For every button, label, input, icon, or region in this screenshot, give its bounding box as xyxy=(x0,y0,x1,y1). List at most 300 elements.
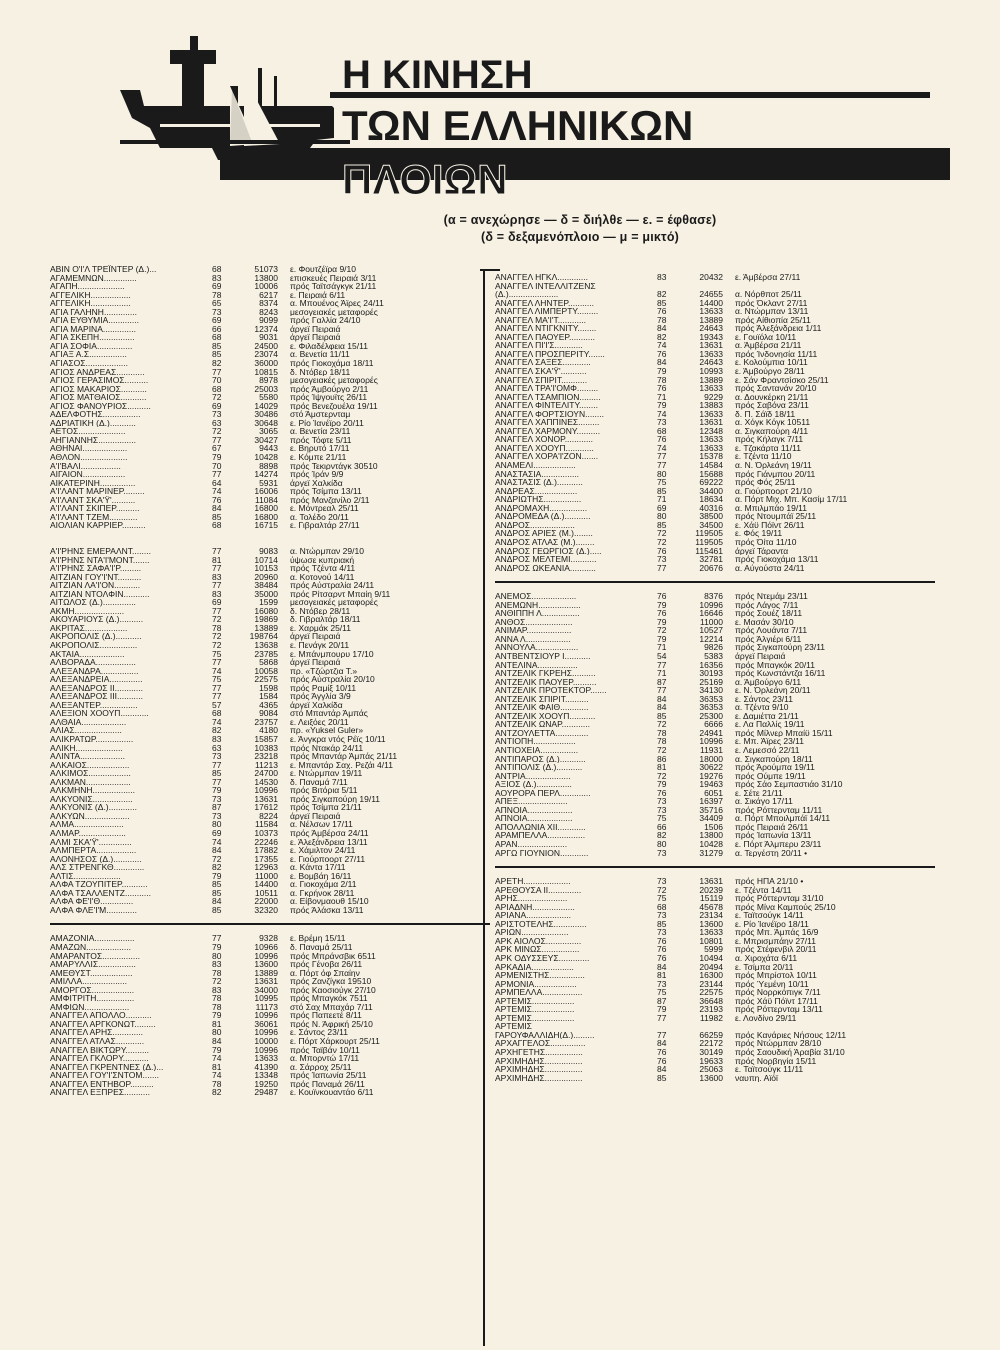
ship-status: πρός Καοσιούγκ 27/10 xyxy=(290,985,376,995)
ship-year: 77 xyxy=(657,1030,667,1040)
ship-status: ε. Πόρτ Άλμπερυ 23/11 xyxy=(735,840,822,849)
ship-name: ΑΝΝΑ Λ................... xyxy=(495,634,571,644)
ship-row xyxy=(495,780,935,789)
ship-row xyxy=(50,598,490,607)
ship-status: ε. Φός 19/11 xyxy=(735,529,783,538)
ship-row xyxy=(50,487,490,496)
ship-status: πρός Ύεμένη 10/11 xyxy=(735,979,809,989)
ship-tonnage: 5868 xyxy=(259,658,278,667)
ship-tonnage: 11213 xyxy=(254,760,278,770)
ship-tonnage: 16080 xyxy=(254,606,278,616)
ship-year: 67 xyxy=(212,444,222,454)
ship-status: πρός Αύστραλία 20/10 xyxy=(290,675,375,684)
ship-row xyxy=(50,846,490,855)
ship-row xyxy=(495,1005,935,1014)
ship-status: πρός Πειραιά 26/11 xyxy=(735,822,809,832)
ship-row xyxy=(50,496,490,505)
ship-name: ΑΝΑΓΓΕΛ ΧΑΠΠΙΝΕΣ......... xyxy=(495,418,600,427)
ship-row xyxy=(495,1057,935,1066)
ship-row xyxy=(495,755,935,764)
ship-row xyxy=(50,675,490,684)
ship-status: ε. Βομβάη 16/11 xyxy=(290,871,352,881)
ship-tonnage: 9031 xyxy=(259,333,278,342)
ship-year: 83 xyxy=(212,572,222,582)
ship-row xyxy=(495,703,935,712)
ship-row xyxy=(495,746,935,755)
ship-name: ΑΝΑΓΓΕΛ ΝΤΙΓΚΝΙΤΥ........ xyxy=(495,324,597,333)
ship-tonnage: 23785 xyxy=(254,649,278,659)
ship-year: 57 xyxy=(212,700,222,710)
ship-name: ΑΛΦΑ ΤΣΑΛΛΕΝΤΖ........... xyxy=(50,888,151,898)
ship-status: ε. Σάν Φραντσίσκο 25/11 xyxy=(735,375,829,385)
ship-status: α. Νέλσων 17/11 xyxy=(290,820,353,829)
ship-year: 76 xyxy=(657,936,667,946)
ship-row xyxy=(495,512,935,521)
ship-tonnage: 41390 xyxy=(254,1062,278,1072)
ship-tonnage: 10428 xyxy=(254,453,278,462)
ship-status: δ. Γιβραλτάρ 18/11 xyxy=(290,615,361,624)
ship-status: πρός Σαουδική Άραβία 31/10 xyxy=(735,1048,845,1057)
ship-row xyxy=(50,906,490,915)
ship-name: ΑΜΦΙΩΝ................... xyxy=(50,1002,130,1012)
ship-status: άργεϊ Χαλκίδα xyxy=(290,700,343,710)
ship-status: πρός Ταϊτσάγκγκ 21/11 xyxy=(290,282,377,291)
ship-tonnage: 11931 xyxy=(699,745,723,755)
ship-name: ΑΓΙΑ ΜΑΡΙΝΑ.............. xyxy=(50,324,136,334)
ship-row xyxy=(495,980,935,989)
ship-year: 80 xyxy=(212,1028,222,1038)
ship-name: ΑΡΚ ΑΙΟΛΟΣ............... xyxy=(495,936,582,946)
ship-name: ΑΜΕΘΥΣΤ.................. xyxy=(50,968,133,978)
ship-status: ε. Δαμιέττα 21/11 xyxy=(735,711,799,721)
ship-row xyxy=(495,712,935,721)
ship-row xyxy=(495,1039,935,1048)
ship-row xyxy=(495,963,935,972)
ship-row xyxy=(50,778,490,787)
ship-tonnage: 22575 xyxy=(699,988,723,997)
ship-status: δ. Ντόβερ 28/11 xyxy=(290,606,351,616)
ship-tonnage: 10996 xyxy=(254,1028,278,1038)
ship-tonnage: 20494 xyxy=(699,962,723,972)
ship-year: 73 xyxy=(212,794,222,804)
ship-tonnage: 24643 xyxy=(699,324,723,333)
ship-name: ΑΠΟΛΛΩΝΙΑ ΧΙΙ............ xyxy=(495,822,586,832)
ship-name: ΑΝΤΖΕΛΙΚ ΣΠΙΡΙΤ.......... xyxy=(495,694,589,704)
ship-name: ΑΝΤΖΕΛΙΚ ΧΟΟΥΠ........... xyxy=(495,711,596,721)
ship-status: πρός Σιγκαπούρη 23/11 xyxy=(735,643,826,652)
ship-tonnage: 35716 xyxy=(699,805,723,815)
ship-name: ΑΝΤΖΕΛΙΚ ΠΑΟΥΕΡ.......... xyxy=(495,677,597,687)
ship-row xyxy=(495,626,935,635)
ship-row xyxy=(50,1011,490,1020)
ship-row xyxy=(50,265,490,274)
ship-year: 73 xyxy=(657,848,667,858)
ship-row xyxy=(495,877,935,886)
ship-tonnage: 19343 xyxy=(699,332,723,342)
ship-tonnage: 13889 xyxy=(699,315,723,325)
ship-tonnage: 32320 xyxy=(254,905,278,915)
ship-tonnage: 119505 xyxy=(695,529,723,538)
ship-row xyxy=(50,1063,490,1072)
ship-row xyxy=(495,290,935,299)
ship-status: πρός Ντώρμπαν 28/10 xyxy=(735,1039,822,1049)
ship-status: πρός Ρίτσαρντ Μπαίη 9/11 xyxy=(290,589,391,599)
ship-tonnage: 3065 xyxy=(259,427,278,436)
ship-row xyxy=(495,1048,935,1057)
ship-name: ΑΛΜΑ..................... xyxy=(50,820,124,829)
ship-status: ε. Φουτζέϊρα 9/10 xyxy=(290,265,356,274)
ship-row xyxy=(50,547,490,556)
ship-year: 84 xyxy=(657,358,667,368)
ship-tonnage: 10995 xyxy=(254,994,278,1003)
ship-year: 84 xyxy=(657,1039,667,1049)
ship-status: α. Γιοκοχάμα 2/11 xyxy=(290,880,357,889)
ship-year: 77 xyxy=(212,606,222,616)
ship-row xyxy=(50,342,490,351)
ship-name: ΑΝΤΖΕΛΙΚ ΩΝΑΡ............ xyxy=(495,720,591,729)
ship-tonnage: 25003 xyxy=(254,384,278,394)
ship-year: 75 xyxy=(657,894,667,903)
ship-year: 84 xyxy=(657,1065,667,1074)
ship-tonnage: 6217 xyxy=(259,290,278,300)
ship-year: 77 xyxy=(212,470,222,479)
ship-name: ΑΛΦΑ ΦΛΕ'Ι'Μ............. xyxy=(50,905,137,915)
ship-tonnage: 36353 xyxy=(699,703,723,712)
ship-status: α. Ντώρμπαν 29/10 xyxy=(290,546,364,556)
ship-year: 72 xyxy=(657,626,667,635)
ship-tonnage: 25063 xyxy=(699,1065,723,1074)
ship-year: 74 xyxy=(657,443,667,453)
ship-tonnage: 25300 xyxy=(699,711,723,721)
ship-tonnage: 20676 xyxy=(699,563,723,573)
ship-row xyxy=(50,419,490,428)
ship-row xyxy=(50,410,490,419)
ship-name: ΑΝΑΓΓΕΛ ΧΟΡΑ'Ι'ΖΟΝ....... xyxy=(495,452,599,462)
ship-status: α. Πόρτ Μποιλμπάϊ 14/11 xyxy=(735,814,831,823)
ship-row xyxy=(495,529,935,538)
ship-year: 68 xyxy=(657,902,667,912)
ship-row xyxy=(495,635,935,644)
ship-tonnage: 19633 xyxy=(699,1056,723,1066)
ship-row xyxy=(50,402,490,411)
ship-tonnage: 10996 xyxy=(254,786,278,795)
ship-tonnage: 13889 xyxy=(254,623,278,633)
ship-name: ΑΛΜΙ ΣΚΑ'Ϋ'.............. xyxy=(50,837,132,847)
ship-status: ε. Μόντρεαλ 25/11 xyxy=(290,504,359,513)
ship-tonnage: 12214 xyxy=(699,634,723,644)
ship-row xyxy=(495,273,935,282)
ship-status: πρός Βενεζουέλα 19/11 xyxy=(290,401,378,411)
ship-row xyxy=(50,1020,490,1029)
ship-year: 80 xyxy=(212,951,222,961)
ship-name: ΑΜΑΖΩΝ................... xyxy=(50,943,131,952)
ship-year: 72 xyxy=(212,854,222,864)
ship-tonnage: 11000 xyxy=(699,617,723,627)
ship-year: 77 xyxy=(212,435,222,445)
ship-status: α. Νόρθποτ 25/11 xyxy=(735,290,802,299)
ship-name: ΑΝΑΓΓΕΛ ΤΣΑΜΠΙΟΝ......... xyxy=(495,392,601,402)
title-line1: Η ΚΙΝΗΣΗ xyxy=(342,53,533,97)
ship-name: ΑΛΒΟΡΑΔΑ................. xyxy=(50,658,136,667)
ship-name: ΑΔΕΛΦΟΤΗΣ................ xyxy=(50,410,141,419)
ship-row xyxy=(50,624,490,633)
ship-status: ε. Τζακάρτα 11/11 xyxy=(735,443,801,453)
ship-name: Α'Ι'ΛΑΝΤ ΣΚΑ'Ϋ'.......... xyxy=(50,495,136,505)
ship-name: ΑΛΕΞΑΝΔΡΟΣ ΙΙ............ xyxy=(50,683,143,693)
ship-tonnage: 24700 xyxy=(254,769,278,778)
ship-name: ΑΛΕΞΙΟΝ ΧΟΟΥΠ............ xyxy=(50,709,149,718)
ship-status: ε. Λονδίνο 29/11 xyxy=(735,1013,797,1023)
ship-year: 79 xyxy=(212,871,222,881)
ship-row xyxy=(495,470,935,479)
ship-status: ε. Χάμιλτον 24/11 xyxy=(290,846,356,855)
ship-tonnage: 14274 xyxy=(254,470,278,479)
ship-row xyxy=(50,368,490,377)
ship-status: πρός Ραμίξ 10/11 xyxy=(290,683,357,693)
ship-name: ΑΝΔΡΟΣ ΑΡΙΕΣ (Μ.)........ xyxy=(495,529,593,538)
ship-tonnage: 13800 xyxy=(254,273,278,283)
ship-status: α. Πόρτ Μιχ. Μπ. Κασίμ 17/11 xyxy=(735,495,848,504)
ship-year: 72 xyxy=(657,885,667,895)
ship-status: πρός Μίνα Καμπούς 25/10 xyxy=(735,902,836,912)
ship-year: 79 xyxy=(657,401,667,410)
ship-row xyxy=(50,986,490,995)
ship-name: ΑΛΜΑΡ.................... xyxy=(50,829,126,838)
ship-year: 76 xyxy=(657,609,667,618)
ship-year: 77 xyxy=(212,367,222,377)
ship-name: ΑΝΑΓΓΕΛ ΣΚΑ'Ϋ'........... xyxy=(495,367,587,376)
ship-row xyxy=(495,806,935,815)
ship-tonnage: 8243 xyxy=(259,307,278,317)
ship-status: πρός Βιτόρια 5/11 xyxy=(290,786,358,795)
ship-row xyxy=(495,487,935,496)
ship-name: ΑΛΦΑ ΦΕ'Ι'Θ.............. xyxy=(50,897,134,906)
ship-status: πρός Άμβούργο 2/11 xyxy=(290,384,369,394)
ship-name: ΑΓΙΟΣ ΜΑΤΘΑΙΟΣ........... xyxy=(50,393,147,402)
ship-year: 68 xyxy=(212,521,222,530)
ship-year: 80 xyxy=(657,469,667,479)
section-gap xyxy=(50,530,490,547)
ship-year: 70 xyxy=(212,461,222,471)
ship-year: 84 xyxy=(657,703,667,712)
ship-status: μεσογειακές μεταφορές xyxy=(290,598,378,607)
ship-year: 73 xyxy=(657,911,667,920)
ship-row xyxy=(50,994,490,1003)
ship-tonnage: 14530 xyxy=(254,777,278,787)
ship-status: ε. Σάντος 23/11 xyxy=(290,1028,348,1038)
separator-rule xyxy=(50,923,490,925)
ship-status: α. Μπιλμπάο 19/11 xyxy=(735,503,808,513)
ship-year: 65 xyxy=(212,299,222,308)
ship-row xyxy=(50,880,490,889)
ship-name: Α'Ι'ΡΗΝΣ ΝΤΑ'Ι'ΜΟΝΤ....... xyxy=(50,555,150,565)
ship-tonnage: 24655 xyxy=(699,290,723,299)
ship-name: ΑΡΑΝ..................... xyxy=(495,840,568,849)
ship-tonnage: 23193 xyxy=(699,1005,723,1014)
ship-tonnage: 18634 xyxy=(699,495,723,504)
ship-status: άργεϊ Χαλκίδα xyxy=(290,478,343,488)
ship-status: ε. Ρίο Ίανέϊρο 20/11 xyxy=(290,418,364,428)
ship-status: δ. Παναμά 25/11 xyxy=(290,943,353,952)
ship-name: ΑΝΑΓΓΕΛ ΤΡΑ'Ι'ΟΜΦ......... xyxy=(495,384,599,393)
ship-name: ΑΡΙΣΤΟΤΕΛΗΣ.............. xyxy=(495,919,587,929)
ship-year: 74 xyxy=(212,1071,222,1080)
ship-row xyxy=(495,393,935,402)
ship-status: ε. Μπαντάρ Σαχ. Ρεζάι 4/11 xyxy=(290,760,393,770)
ship-name: Α'Ι'ΡΗΝΣ ΣΑΦΑ'Ι'Ρ......... xyxy=(50,564,142,573)
ship-year: 74 xyxy=(212,487,222,496)
ship-year: 78 xyxy=(657,315,667,325)
ship-name: ΑΝΑΓΓΕΛ ΒΙΚΤΩΡΥ.......... xyxy=(50,1045,150,1055)
ship-year: 85 xyxy=(657,520,667,530)
ship-row xyxy=(50,556,490,565)
ship-status: ε. Ταϊτσούγκ 11/11 xyxy=(735,1065,804,1074)
ship-row xyxy=(495,686,935,695)
ship-row xyxy=(50,897,490,906)
ship-year: 68 xyxy=(212,384,222,394)
ship-name: ΑΝΑΓΓΕΛ ΣΠΙΡΙΤ........... xyxy=(495,375,588,385)
ship-row xyxy=(50,641,490,650)
ship-status: άργεϊ Πειραιά xyxy=(290,333,341,342)
ship-name: ΑΚΟΥΑΡΙΟΥΣ (Δ.).......... xyxy=(50,615,144,624)
ship-tonnage: 15378 xyxy=(699,452,723,462)
ship-status: ε. Κολούμπια 10/11 xyxy=(735,358,808,368)
ship-tonnage: 10383 xyxy=(254,743,278,753)
ship-tonnage: 10996 xyxy=(254,1045,278,1055)
ship-tonnage: 10058 xyxy=(254,666,278,676)
ship-year: 82 xyxy=(212,1088,222,1097)
ship-tonnage: 15688 xyxy=(699,469,723,479)
ship-status: ε. Τζέντα 14/11 xyxy=(735,885,792,895)
ship-status: ε. Άμβέρσα 27/11 xyxy=(735,273,801,282)
ship-status: πρός Ρόττερνταμ 13/11 xyxy=(735,1005,823,1014)
ship-status: στό Μπαντάρ Άμπάς xyxy=(290,709,368,718)
ship-year: 84 xyxy=(657,694,667,704)
ship-row xyxy=(495,988,935,997)
ship-name: ΑΛΚΙΜΟΣ.................. xyxy=(50,769,131,778)
ship-status: μεσογειακές μεταφορές xyxy=(290,307,378,317)
ship-tonnage: 24500 xyxy=(254,341,278,351)
ship-name: ΑΝΑΣΤΑΣΙΣ (Δ.)........... xyxy=(495,478,583,487)
ship-status: πρός Γένοβα 26/11 xyxy=(290,960,363,969)
ship-name: ΑΝΔΡΟΜΑΧΗ................ xyxy=(495,503,588,513)
ship-status: α. Τζέντα 9/10 xyxy=(735,703,789,712)
ship-tonnage: 19463 xyxy=(699,780,723,789)
ship-year: 78 xyxy=(657,375,667,385)
ship-status: ε. Μπρισμπάην 27/11 xyxy=(735,936,816,946)
ship-name: ΑΙΚΑΤΕΡΙΝΗ............... xyxy=(50,478,136,488)
ship-row xyxy=(50,744,490,753)
ship-status: α. Γκρήνοκ 28/11 xyxy=(290,888,355,898)
ship-year: 85 xyxy=(657,1073,667,1083)
ship-year: 69 xyxy=(657,503,667,513)
ship-row xyxy=(50,701,490,710)
title-line3: ΠΛΟΙΩΝ xyxy=(342,156,508,203)
ship-status: πρός Τεκιρντάγκ 30510 xyxy=(290,461,378,471)
ship-tonnage: 10527 xyxy=(699,626,723,635)
ship-year: 69 xyxy=(212,598,222,607)
ship-tonnage: 13800 xyxy=(699,831,723,840)
ship-tonnage: 22246 xyxy=(254,837,278,847)
ship-year: 77 xyxy=(657,660,667,670)
ship-status: πρός Μπαντάρ Άμπάς 21/11 xyxy=(290,752,398,761)
ship-year: 79 xyxy=(212,453,222,462)
ship-name: ΑΟΥΡΟΡΑ ΠΕΡΛ............. xyxy=(495,788,591,798)
ship-year: 71 xyxy=(657,669,667,678)
ship-tonnage: 13600 xyxy=(699,919,723,929)
ship-tonnage: 5999 xyxy=(704,945,723,955)
ship-name: ΑΠΝΟΙΑ................... xyxy=(495,805,573,815)
ship-tonnage: 34400 xyxy=(699,486,723,496)
ship-row xyxy=(495,461,935,470)
ship-name: ΑΛΕΞΑΝΔΡΕΙΑ.............. xyxy=(50,675,143,684)
ship-year: 81 xyxy=(212,1019,222,1029)
ship-row xyxy=(50,607,490,616)
ship-name: ΑΝΑΓΓΕΛ ΑΡΗΣ............. xyxy=(50,1028,144,1038)
ship-name: (Δ.)..................... xyxy=(495,290,559,299)
ship-year: 77 xyxy=(657,461,667,470)
ship-year: 81 xyxy=(212,555,222,565)
ship-tonnage: 45678 xyxy=(699,902,723,912)
ship-name: ΑΝΑΓΓΕΛ ΙΝΤΕΛΛΙΤΖΕΝΣ xyxy=(495,281,596,291)
ship-tonnage: 24941 xyxy=(699,728,723,738)
ship-year: 76 xyxy=(657,435,667,444)
ship-name: ΑΡΤΕΜΙΣ xyxy=(495,1022,532,1031)
ship-year: 78 xyxy=(657,728,667,738)
ship-name: ΑΝΑΓΓΕΛ ΧΟΟΥΠ............ xyxy=(495,443,594,453)
ship-name: ΑΝΔΡΟΣ................... xyxy=(495,520,575,530)
ship-status: πρός Ντακάρ 24/11 xyxy=(290,743,364,753)
ship-tonnage: 6051 xyxy=(704,788,723,798)
ship-year: 76 xyxy=(657,788,667,798)
ship-name: ΑΝΑΓΓΕΛ ΠΙ'Ι'Σ............ xyxy=(495,341,583,350)
ship-status: ε. Γουϊόλα 10/11 xyxy=(735,332,797,342)
ship-row xyxy=(50,299,490,308)
ship-year: 78 xyxy=(657,737,667,746)
ship-year: 85 xyxy=(657,486,667,496)
ship-name: ΑΝΑΓΓΕΛ ΑΡΓΚΟΝΩΤ......... xyxy=(50,1019,156,1029)
ship-tonnage: 9826 xyxy=(704,643,723,652)
ship-name: ΑΡΧΙΜΗΔΗΣ................ xyxy=(495,1056,583,1066)
ship-tonnage: 23144 xyxy=(699,979,723,989)
ship-name: ΑΚΡΙΤΑΣ.................. xyxy=(50,623,128,633)
ship-row xyxy=(495,384,935,393)
ship-status: πρός Ρόττερνταμ 11/11 xyxy=(735,805,823,815)
ship-year: 72 xyxy=(657,720,667,729)
ship-status: πρός Νορρκόπιγκ 7/11 xyxy=(735,988,821,997)
ship-row xyxy=(50,376,490,385)
ship-year: 70 xyxy=(212,376,222,385)
ship-name: ΑΝΘΙΠΠΗ Λ................ xyxy=(495,609,580,618)
ship-row xyxy=(495,324,935,333)
ship-row xyxy=(495,435,935,444)
banner-black-bar xyxy=(220,148,950,180)
ship-tonnage: 4365 xyxy=(259,700,278,710)
ship-status: πρός Μίλνερ Μπαίϋ 15/11 xyxy=(735,728,833,738)
ship-row xyxy=(495,661,935,670)
ship-name: ΑΝΑΓΓΕΛ ΕΝΤΗΒΟΡ.......... xyxy=(50,1079,154,1089)
ship-year: 72 xyxy=(657,745,667,755)
ship-year: 78 xyxy=(212,968,222,978)
ship-tonnage: 22000 xyxy=(254,897,278,906)
ship-year: 78 xyxy=(212,994,222,1003)
ship-row xyxy=(50,393,490,402)
ship-year: 85 xyxy=(212,512,222,522)
ship-name: ΑΡΜΠΕΛΛΑ................. xyxy=(495,988,583,997)
ship-tonnage: 10494 xyxy=(699,954,723,963)
ship-tonnage: 16356 xyxy=(699,660,723,670)
ship-year: 84 xyxy=(212,1037,222,1046)
